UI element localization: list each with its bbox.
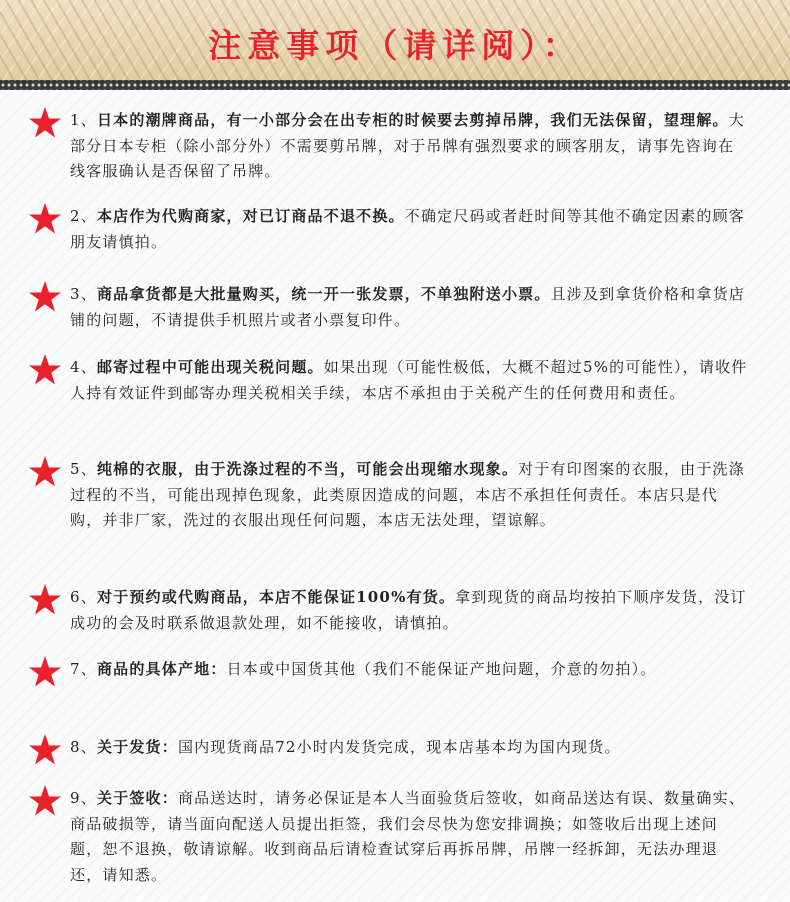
notice-number: 3、 bbox=[70, 285, 97, 303]
notice-item-6 bbox=[28, 585, 748, 636]
notice-emphasis: 邮寄过程中可能出现关税问题。 bbox=[96, 358, 324, 376]
notice-detail: 大部分日本专柜（除小部分外）不需要剪吊牌，对于吊牌有强烈要求的顾客朋友，请事先咨询在线客服确认是否保留了吊牌。 bbox=[70, 111, 745, 181]
red-star-icon bbox=[28, 733, 62, 767]
notice-item-8 bbox=[28, 735, 748, 761]
notice-detail: 商品送达时，请务必保证是本人当面验货后签收，如商品送达有误、数量确实、商品破损等，请当面向配送人员提出拒签，我们会尽快为您安排调换；如签收后出现上述问题，恕不退换，敬请谅解。收到商品后请检查试穿后再拆吊牌，吊牌一经拆卸，无法办理退还，请知悉。 bbox=[70, 789, 745, 884]
red-star-icon bbox=[28, 202, 62, 236]
notice-text bbox=[70, 282, 748, 333]
notice-item-1 bbox=[28, 108, 748, 185]
notice-emphasis: 商品拿货都是大批量购买，统一开一张发票，不单独附送小票。 bbox=[96, 285, 551, 303]
notice-text bbox=[70, 657, 748, 683]
notice-item-9 bbox=[28, 786, 748, 888]
notice-text bbox=[70, 457, 748, 534]
red-star-icon bbox=[28, 583, 62, 617]
red-star-icon bbox=[28, 655, 62, 689]
notice-emphasis: 本店作为代购商家，对已订商品不退不换。 bbox=[96, 207, 405, 225]
dotted-divider bbox=[0, 80, 790, 90]
notice-item-3 bbox=[28, 282, 748, 333]
notice-emphasis: 纯棉的衣服，由于洗涤过程的不当，可能会出现缩水现象。 bbox=[96, 460, 519, 478]
notice-item-4 bbox=[28, 355, 748, 406]
notice-text bbox=[70, 204, 748, 255]
notice-number: 6、 bbox=[70, 588, 97, 606]
header-banner bbox=[0, 0, 790, 80]
notice-emphasis: 对于预约或代购商品，本店不能保证100%有货。 bbox=[96, 588, 456, 606]
notice-text bbox=[70, 355, 748, 406]
notice-detail: 拿到现货的商品均按拍下顺序发货，没订成功的会及时联系做退款处理，如不能接收，请慎拍。 bbox=[70, 588, 747, 632]
red-star-icon bbox=[28, 784, 62, 818]
red-star-icon bbox=[28, 106, 62, 140]
notice-text bbox=[70, 585, 748, 636]
red-star-icon bbox=[28, 455, 62, 489]
notice-detail: 且涉及到拿货价格和拿货店铺的问题，不请提供手机照片或者小票复印件。 bbox=[70, 285, 745, 329]
notice-text bbox=[70, 108, 748, 185]
notice-number: 5、 bbox=[70, 460, 97, 478]
notice-text bbox=[70, 735, 748, 761]
notice-detail: 不确定尺码或者赶时间等其他不确定因素的顾客朋友请慎拍。 bbox=[70, 207, 745, 251]
notice-emphasis: 关于发货： bbox=[96, 738, 178, 756]
notice-detail: 如果出现（可能性极低，大概不超过5%的可能性），请收件人持有效证件到邮寄办理关税相关手续，本店不承担由于关税产生的任何费用和责任。 bbox=[70, 358, 748, 402]
notice-number: 9、 bbox=[70, 789, 97, 807]
notice-item-5 bbox=[28, 457, 748, 534]
notice-number: 1、 bbox=[70, 111, 97, 129]
notice-detail: 对于有印图案的衣服，由于洗涤过程的不当，可能出现掉色现象，此类原因造成的问题，本店不承担任何责任。本店只是代购，并非厂家，洗过的衣服出现任何问题，本店无法处理，望谅解。 bbox=[70, 460, 745, 530]
notice-detail: 国内现货商品72小时内发货完成，现本店基本均为国内现货。 bbox=[177, 738, 621, 756]
notice-number: 8、 bbox=[70, 738, 97, 756]
notice-item-7 bbox=[28, 657, 748, 683]
red-star-icon bbox=[28, 353, 62, 387]
notice-emphasis: 商品的具体产地： bbox=[96, 660, 227, 678]
notice-detail: 日本或中国货其他（我们不能保证产地问题，介意的勿拍）。 bbox=[226, 660, 657, 678]
red-star-icon bbox=[28, 280, 62, 314]
notice-item-2 bbox=[28, 204, 748, 255]
notice-number: 4、 bbox=[70, 358, 97, 376]
page-title: 注意事项（请详阅）： bbox=[208, 26, 582, 65]
notice-emphasis: 关于签收： bbox=[96, 789, 178, 807]
notice-emphasis: 日本的潮牌商品，有一小部分会在出专柜的时候要去剪掉吊牌，我们无法保留，望理解。 bbox=[96, 111, 729, 129]
notice-number: 2、 bbox=[70, 207, 97, 225]
notice-number: 7、 bbox=[70, 660, 97, 678]
notice-text bbox=[70, 786, 748, 888]
